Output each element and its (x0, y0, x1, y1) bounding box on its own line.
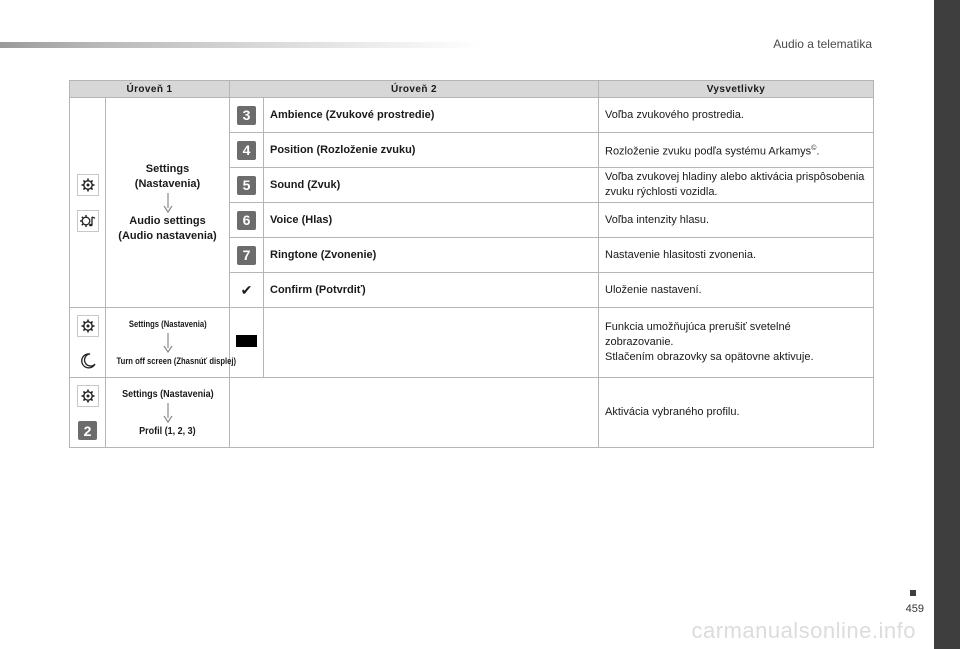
gear-icon (77, 315, 99, 337)
empty-cell (264, 308, 599, 378)
gear-icon (77, 385, 99, 407)
row-desc: Rozloženie zvuku podľa systému Arkamys©. (599, 133, 874, 168)
header-level1: Úroveň 1 (70, 81, 230, 98)
number-7-icon: 7 (237, 246, 256, 265)
row-desc: Voľba zvukovej hladiny alebo aktivácia prispôsobenia zvuku rýchlosti vozidla. (599, 168, 874, 203)
black-screen-icon (236, 335, 257, 347)
path-profile: Profil (1, 2, 3) (139, 425, 196, 437)
path-settings: Settings (Nastavenia) (128, 318, 207, 329)
section-title: Audio a telematika (773, 37, 872, 51)
path-settings: Settings (145, 162, 190, 175)
profile-icons-cell (70, 378, 106, 448)
row-label: Ambience (Zvukové prostredie) (264, 98, 599, 133)
moon-icon (78, 351, 98, 371)
right-edge-strip (934, 0, 960, 649)
screen-icons-cell (70, 308, 106, 378)
path-audio-settings: Audio settings (129, 214, 206, 227)
header-explanations: Vysvetlivky (599, 81, 874, 98)
page-marker (910, 590, 916, 596)
page-number: 459 (905, 603, 924, 615)
table-header-row (70, 81, 874, 98)
row-label: Position (Rozloženie zvuku) (264, 133, 599, 168)
top-gradient-bar (0, 42, 480, 48)
table-row (70, 308, 874, 378)
row-label: Sound (Zvuk) (264, 168, 599, 203)
table-row (70, 378, 874, 448)
watermark: carmanualsonline.info (691, 618, 916, 643)
screen-path-cell (106, 308, 237, 378)
arrow-down-icon (106, 333, 229, 353)
audio-path-cell (106, 98, 230, 308)
audio-settings-icon (77, 210, 99, 232)
header-level2: Úroveň 2 (230, 81, 599, 98)
row-desc: Nastavenie hlasitosti zvonenia. (599, 238, 874, 273)
row-label: Voice (Hlas) (264, 203, 599, 238)
path-settings: Settings (Nastavenia) (121, 388, 214, 400)
row-desc: Uloženie nastavení. (599, 273, 874, 308)
row-label: Ringtone (Zvonenie) (264, 238, 599, 273)
path-settings-sub: (Nastavenia) (134, 177, 201, 190)
audio-icons-cell (70, 98, 106, 308)
number-6-icon: 6 (237, 211, 256, 230)
empty-cell (230, 378, 599, 448)
row-desc: Funkcia umožňujúca prerušiť svetelné zobrazovanie. Stlačením obrazovky sa opätovne aktivuje. (599, 308, 874, 378)
number-5-icon: 5 (237, 176, 256, 195)
arrow-down-icon (106, 403, 229, 423)
gear-icon (77, 174, 99, 196)
checkmark-icon: ✔ (240, 281, 253, 298)
settings-table (69, 80, 874, 448)
row-desc: Aktivácia vybraného profilu. (599, 378, 874, 448)
path-audio-settings-sub: (Audio nastavenia) (118, 229, 217, 242)
row-desc: Voľba intenzity hlasu. (599, 203, 874, 238)
path-turn-off-screen: Turn off screen (Zhasnúť displej) (116, 355, 237, 366)
profile-path-cell (106, 378, 230, 448)
number-4-icon: 4 (237, 141, 256, 160)
blank-screen-cell (230, 308, 264, 378)
arrow-down-icon (106, 193, 229, 213)
number-2-icon: 2 (78, 421, 97, 440)
row-label: Confirm (Potvrdiť) (264, 273, 599, 308)
row-desc: Voľba zvukového prostredia. (599, 98, 874, 133)
number-3-icon: 3 (237, 106, 256, 125)
table-row (70, 98, 874, 133)
